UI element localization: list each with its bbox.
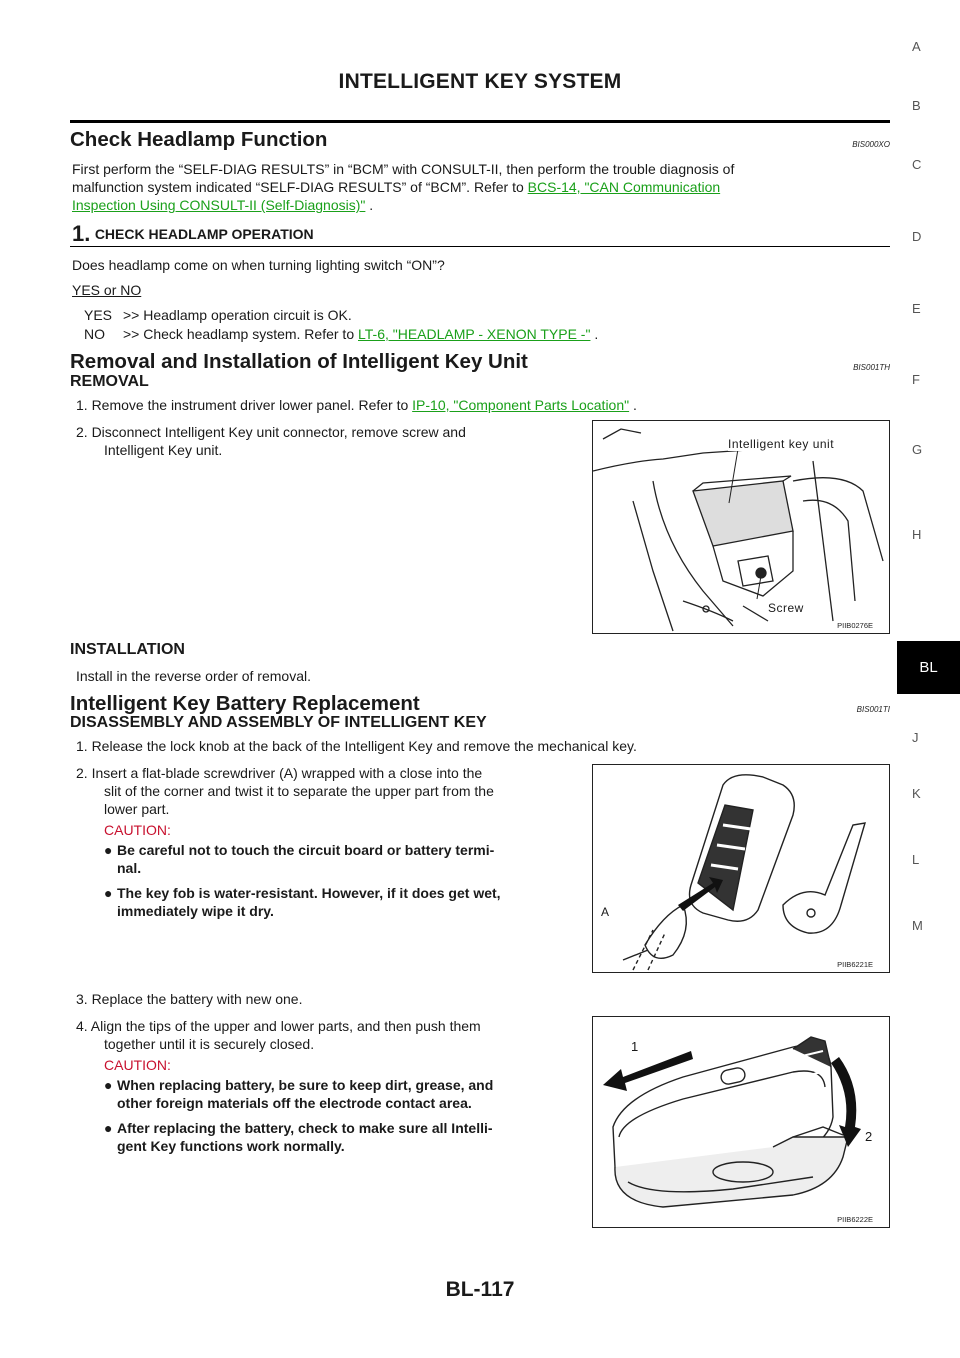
side-index-b[interactable]: B — [912, 98, 921, 113]
link-bcs-14-cont[interactable]: Inspection Using CONSULT-II (Self-Diagnosis)" — [72, 197, 366, 213]
arrow-2 — [831, 1057, 861, 1147]
disassembly-heading: DISASSEMBLY AND ASSEMBLY OF INTELLIGENT KEY — [70, 714, 487, 731]
header-rule — [70, 120, 890, 123]
battery-step-2-l1: 2. Insert a flat-blade screwdriver (A) wrapped with a close into the — [76, 765, 483, 781]
section-code: BIS001TI — [856, 705, 890, 714]
battery-step-3: 3. Replace the battery with new one. — [76, 991, 303, 1007]
caution-3-l1: When replacing battery, be sure to keep dirt, grease, and — [117, 1077, 494, 1093]
caution-4-l2: gent Key functions work normally. — [117, 1138, 345, 1154]
bullet-icon: ● — [104, 1077, 113, 1093]
step-number: 1. — [72, 221, 91, 246]
side-index-d[interactable]: D — [912, 229, 922, 244]
no-line — [123, 325, 598, 343]
side-index-e[interactable]: E — [912, 301, 921, 316]
question: Does headlamp come on when turning lighting switch “ON”? — [72, 257, 445, 273]
no-end: . — [590, 326, 599, 342]
side-index-j[interactable]: J — [912, 730, 919, 745]
caution-1-l1: Be careful not to touch the circuit board or battery termi- — [117, 842, 495, 858]
side-index-bl-active[interactable]: BL — [897, 641, 960, 694]
removal-step-2-l2: Intelligent Key unit. — [104, 442, 223, 458]
figure-code: PIIB6221E — [837, 960, 873, 969]
yes-or-no: YES or NO — [72, 282, 142, 298]
side-index-l[interactable]: L — [912, 852, 920, 867]
no-key: NO — [84, 326, 105, 342]
label-2: 2 — [865, 1129, 873, 1144]
link-lt-6[interactable]: LT-6, "HEADLAMP - XENON TYPE -" — [358, 326, 591, 342]
figure-code: PIIB0276E — [837, 621, 873, 630]
caution-1-l2: nal. — [117, 860, 142, 876]
removal-step-1-text: 1. Remove the instrument driver lower panel. Refer to — [76, 397, 413, 413]
battery-step-4-l1: 4. Align the tips of the upper and lower parts, and then push them — [76, 1018, 481, 1034]
battery-step-4-l2: together until it is securely closed. — [104, 1036, 315, 1052]
label-a: A — [601, 905, 610, 919]
battery-step-2-l2: slit of the corner and twist it to separate the upper part from the — [104, 783, 494, 799]
side-index-a[interactable]: A — [912, 39, 921, 54]
bullet-icon: ● — [104, 842, 113, 858]
intro-end: . — [365, 197, 374, 213]
step-rule — [70, 246, 890, 247]
installation-text: Install in the reverse order of removal. — [76, 668, 311, 684]
caution-label: CAUTION: — [104, 822, 171, 838]
removal-step-1-end: . — [629, 397, 637, 413]
figure-key-disassembly — [592, 764, 890, 973]
battery-step-2-l3: lower part. — [104, 801, 170, 817]
removal-heading: REMOVAL — [70, 373, 149, 390]
side-index-c[interactable]: C — [912, 157, 922, 172]
section-title-check-headlamp: Check Headlamp Function — [70, 128, 328, 151]
intro-line-3 — [72, 196, 373, 214]
step-title: CHECK HEADLAMP OPERATION — [94, 226, 314, 242]
yes-key: YES — [84, 307, 113, 323]
page-number: BL-117 — [445, 1278, 515, 1301]
section-code: BIS001TH — [853, 363, 890, 372]
yes-text: >> Headlamp operation circuit is OK. — [123, 307, 352, 323]
caution-2-l1: The key fob is water-resistant. However, if it does get wet, — [117, 885, 501, 901]
figure-key-assembly — [592, 1016, 890, 1228]
bullet-icon: ● — [104, 1120, 113, 1136]
bullet-icon: ● — [104, 885, 113, 901]
figure-code: PIIB6222E — [837, 1215, 873, 1224]
side-index-g[interactable]: G — [912, 442, 923, 457]
intro-line-1: First perform the “SELF-DIAG RESULTS” in “BCM” with CONSULT-II, then perform the trouble diagnosis of — [72, 161, 735, 177]
label-screw: Screw — [768, 601, 804, 615]
figure-illustration — [593, 421, 889, 633]
section-code: BIS000XO — [852, 140, 890, 149]
side-index-m[interactable]: M — [912, 918, 923, 933]
link-bcs-14[interactable]: BCS-14, "CAN Communication — [527, 179, 721, 195]
intro-line-2 — [72, 178, 720, 196]
caution-label-2: CAUTION: — [104, 1057, 171, 1073]
figure-intelligent-key-unit — [592, 420, 890, 634]
diag-step-heading — [72, 221, 314, 247]
label-intelligent-key-unit: Intelligent key unit — [728, 437, 835, 451]
removal-step-2-l1: 2. Disconnect Intelligent Key unit connector, remove screw and — [76, 424, 466, 440]
caution-3-l2: other foreign materials off the electrode contact area. — [117, 1095, 472, 1111]
no-text: >> Check headlamp system. Refer to — [123, 326, 358, 342]
removal-step-1 — [76, 396, 637, 414]
section-title-battery: Intelligent Key Battery Replacement — [70, 692, 420, 715]
figure-illustration — [593, 765, 889, 972]
side-index-k[interactable]: K — [912, 786, 921, 801]
section-title-removal: Removal and Installation of Intelligent Key Unit — [70, 350, 528, 373]
intro-text: malfunction system indicated “SELF-DIAG RESULTS” of “BCM”. Refer to — [72, 179, 528, 195]
caution-2-l2: immediately wipe it dry. — [117, 903, 274, 919]
side-index-h[interactable]: H — [912, 527, 922, 542]
label-1: 1 — [631, 1039, 639, 1054]
caution-4-l1: After replacing the battery, check to make sure all Intelli- — [117, 1120, 493, 1136]
installation-heading: INSTALLATION — [70, 641, 185, 658]
page-header-title: INTELLIGENT KEY SYSTEM — [338, 70, 622, 93]
side-index-f[interactable]: F — [912, 372, 920, 387]
battery-step-1: 1. Release the lock knob at the back of the Intelligent Key and remove the mechanical key. — [76, 738, 637, 754]
link-ip-10[interactable]: IP-10, "Component Parts Location" — [412, 397, 630, 413]
